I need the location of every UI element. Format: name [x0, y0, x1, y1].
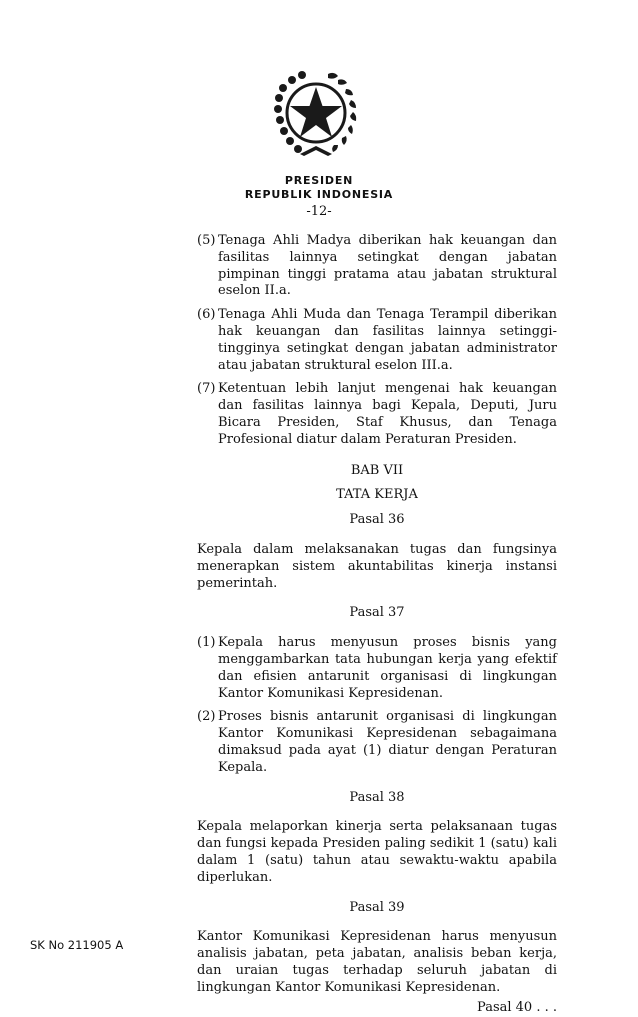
page-number: -12- — [306, 204, 332, 219]
item-text: Tenaga Ahli Madya diberikan hak keuangan dan fasilitas lainnya setingkat dengan jabatan pimpinan tinggi pratama atau jabatan struktural eselon II.a. — [218, 233, 557, 299]
header-title-republik: REPUBLIK INDONESIA — [244, 188, 394, 201]
list-item — [197, 307, 557, 374]
item-text: Ketentuan lebih lanjut mengenai hak keuangan dan fasilitas lainnya bagi Kepala, Deputi, Juru Bicara Presiden, Staf Khusus, dan Tenaga Profesional diatur dalam Peraturan Presiden. — [218, 381, 557, 447]
item-number: (2) — [197, 709, 216, 725]
list-item — [197, 233, 557, 300]
header-title-presiden: PRESIDEN — [284, 174, 354, 187]
next-page-reference: Pasal 40 . . . — [477, 1000, 557, 1016]
article-text: Kepala dalam melaksanakan tugas dan fungsinya menerapkan sistem akuntabilitas kinerja instansi pemerintah. — [197, 541, 557, 591]
list-item — [197, 635, 557, 702]
item-number: (7) — [197, 381, 216, 397]
item-text: Kepala harus menyusun proses bisnis yang menggambarkan tata hubungan kerja yang efektif dan efisien antarunit organisasi di lingkungan Kantor Komunikasi Kepresidenan. — [218, 635, 557, 701]
article-text: Kepala melaporkan kinerja serta pelaksanaan tugas dan fungsi kepada Presiden paling sedikit 1 (satu) kali dalam 1 (satu) tahun atau sewaktu-waktu apabila diperlukan. — [197, 819, 557, 885]
item-number: (6) — [197, 307, 216, 323]
item-number: (1) — [197, 635, 216, 651]
article-title: Pasal 39 — [349, 899, 405, 915]
garuda-star-emblem-icon — [270, 70, 362, 162]
item-text: Tenaga Ahli Muda dan Tenaga Terampil diberikan hak keuangan dan fasilitas lainnya setinggi-tingginya setingkat dengan jabatan administrator atau jabatan struktural eselon III.a. — [218, 307, 557, 373]
article-text: Kantor Komunikasi Kepresidenan harus menyusun analisis jabatan, peta jabatan, analisis beban kerja, dan uraian tugas terhadap seluruh jabatan di lingkungan Kantor Komunikasi Kepresidenan. — [197, 929, 557, 995]
list-item — [197, 381, 557, 448]
document-body — [197, 233, 557, 1017]
article-title: Pasal 38 — [349, 789, 405, 805]
item-text: Proses bisnis antarunit organisasi di lingkungan Kantor Komunikasi Kepresidenan sebagaimana dimaksud pada ayat (1) diatur dengan Peraturan Kepala. — [218, 709, 557, 775]
document-code: SK No 211905 A — [30, 938, 124, 952]
chapter-subtitle: TATA KERJA — [336, 487, 418, 503]
list-item — [197, 709, 557, 776]
chapter-title: BAB VII — [350, 462, 404, 478]
item-number: (5) — [197, 233, 216, 248]
article-title: Pasal 37 — [349, 605, 405, 621]
article-title: Pasal 36 — [349, 512, 405, 528]
